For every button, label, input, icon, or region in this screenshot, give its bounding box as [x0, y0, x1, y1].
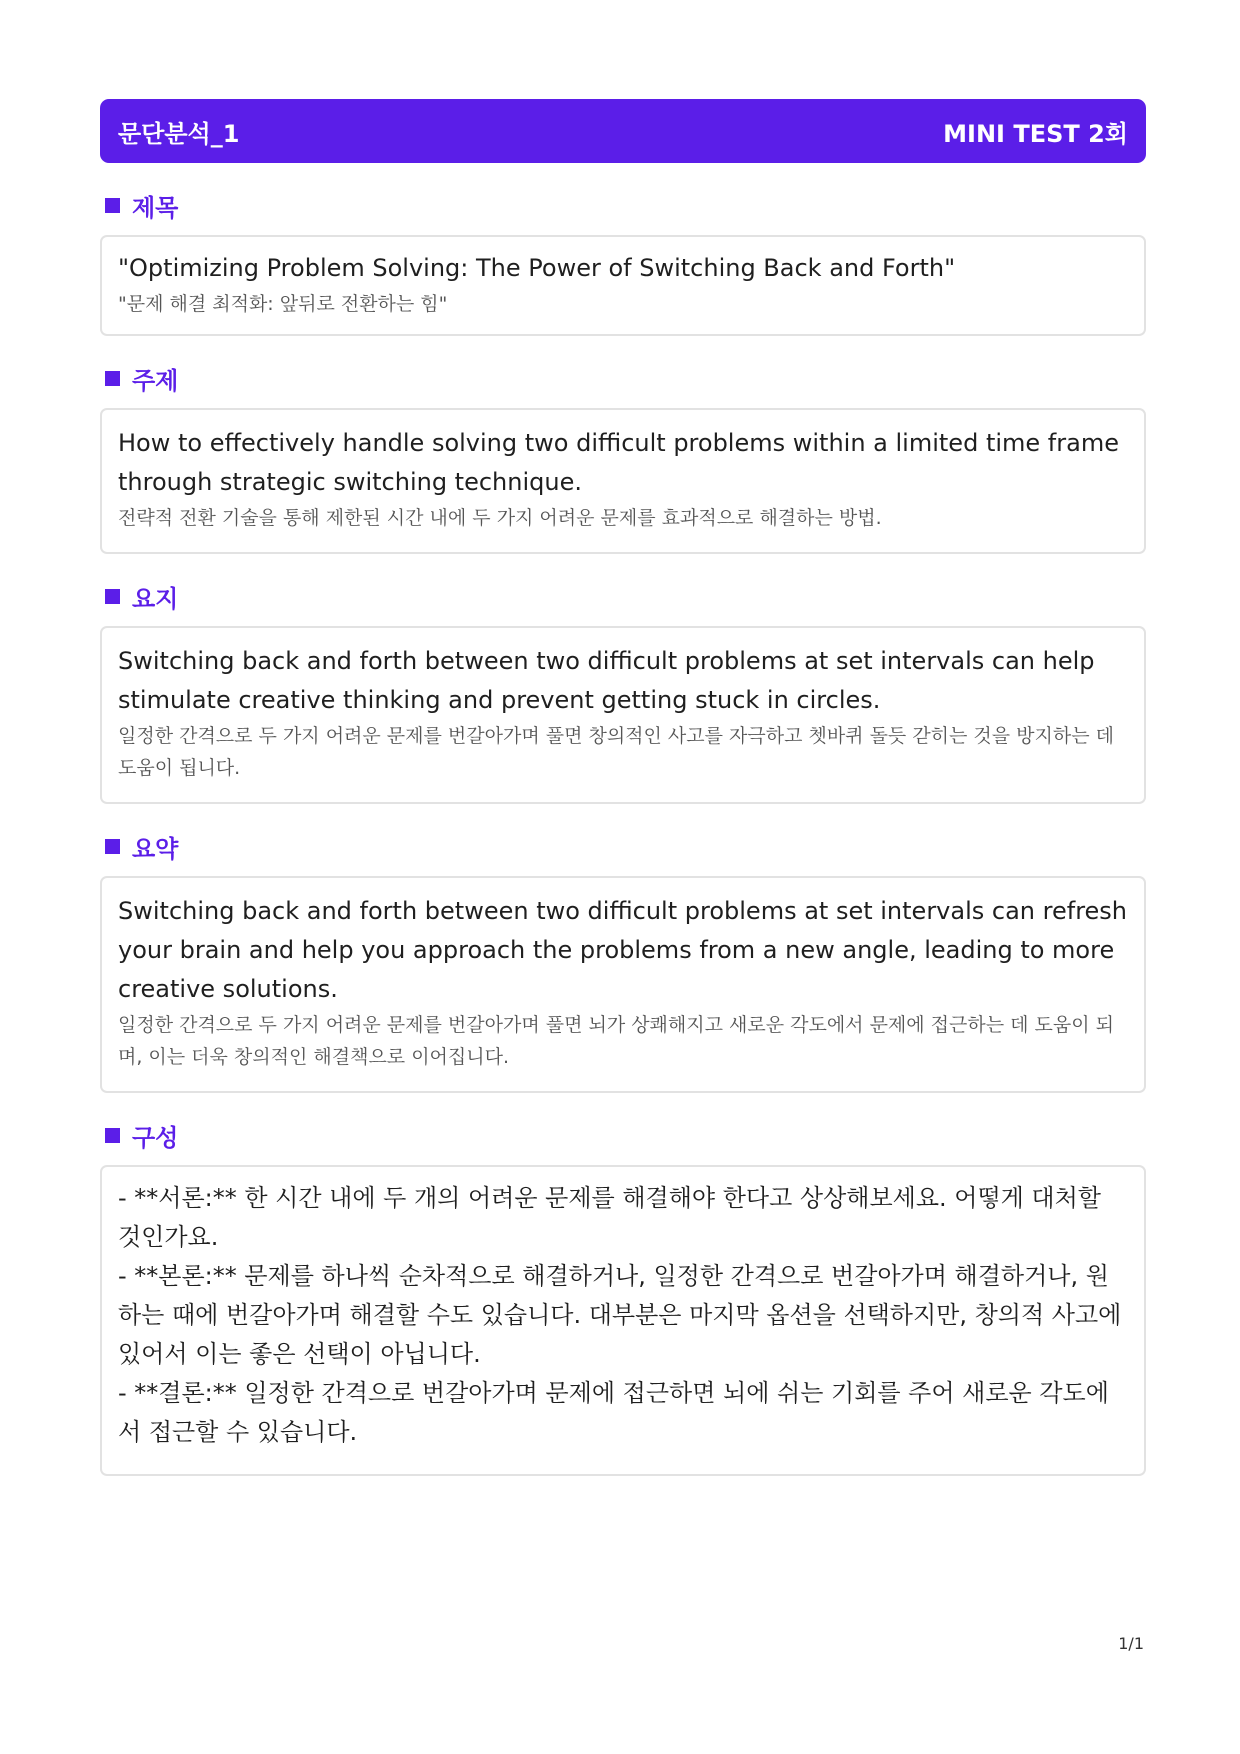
section-heading-label: 제목 [132, 193, 179, 222]
page-number: 1/1 [1118, 1634, 1144, 1653]
title-english: "Optimizing Problem Solving: The Power of Switching Back and Forth" [118, 254, 956, 282]
gist-korean: 일정한 간격으로 두 가지 어려운 문제를 번갈아가며 풀면 창의적인 사고를 자극하고 쳇바퀴 돌듯 갇히는 것을 방지하는 데 도움이 됩니다. [118, 725, 1114, 779]
header-right-title: MINI TEST 2회 [943, 119, 1128, 148]
section-heading-title [100, 185, 1146, 225]
title-korean: "문제 해결 최적화: 앞뒤로 전환하는 힘" [118, 293, 448, 315]
title-box [100, 235, 1146, 336]
topic-english: How to effectively handle solving two difficult problems within a limited time frame through strategic switching technique. [118, 429, 1119, 496]
square-bullet-icon [105, 371, 120, 386]
summary-box [100, 876, 1146, 1093]
document-page [100, 99, 1146, 1476]
topic-box [100, 408, 1146, 554]
summary-english: Switching back and forth between two difficult problems at set intervals can refresh your brain and help you approach the problems from a new angle, leading to more creative solutions. [118, 897, 1128, 1003]
square-bullet-icon [105, 1128, 120, 1143]
topic-korean: 전략적 전환 기술을 통해 제한된 시간 내에 두 가지 어려운 문제를 효과적으로 해결하는 방법. [118, 507, 882, 529]
square-bullet-icon [105, 589, 120, 604]
section-heading-label: 요지 [132, 584, 179, 613]
section-heading-label: 주제 [132, 366, 179, 395]
section-heading-gist [100, 576, 1146, 616]
section-heading-summary [100, 826, 1146, 866]
square-bullet-icon [105, 839, 120, 854]
structure-conclusion: - **결론:** 일정한 간격으로 번갈아가며 문제에 접근하면 뇌에 쉬는 기회를 주어 새로운 각도에서 접근할 수 있습니다. [118, 1379, 1109, 1446]
structure-body: - **본론:** 문제를 하나씩 순차적으로 해결하거나, 일정한 간격으로 번갈아가며 해결하거나, 원하는 때에 번갈아가며 해결할 수도 있습니다. 대부분은 마지막 옵션을 선택하지만, 창의적 사고에 있어서 이는 좋은 선택이 아닙니다. [118, 1262, 1129, 1368]
gist-english: Switching back and forth between two difficult problems at set intervals can help stimulate creative thinking and prevent getting stuck in circles. [118, 647, 1095, 714]
square-bullet-icon [105, 198, 120, 213]
section-heading-topic [100, 358, 1146, 398]
structure-box [100, 1165, 1146, 1476]
gist-box [100, 626, 1146, 804]
header-left-title: 문단분석_1 [118, 119, 240, 148]
section-heading-structure [100, 1115, 1146, 1155]
section-heading-label: 요약 [132, 834, 179, 863]
section-heading-label: 구성 [132, 1123, 179, 1152]
header-bar [100, 99, 1146, 163]
structure-intro: - **서론:** 한 시간 내에 두 개의 어려운 문제를 해결해야 한다고 상상해보세요. 어떻게 대처할 것인가요. [118, 1184, 1109, 1251]
summary-korean: 일정한 간격으로 두 가지 어려운 문제를 번갈아가며 풀면 뇌가 상쾌해지고 새로운 각도에서 문제에 접근하는 데 도움이 되며, 이는 더욱 창의적인 해결책으로 이어집니다. [118, 1014, 1114, 1068]
